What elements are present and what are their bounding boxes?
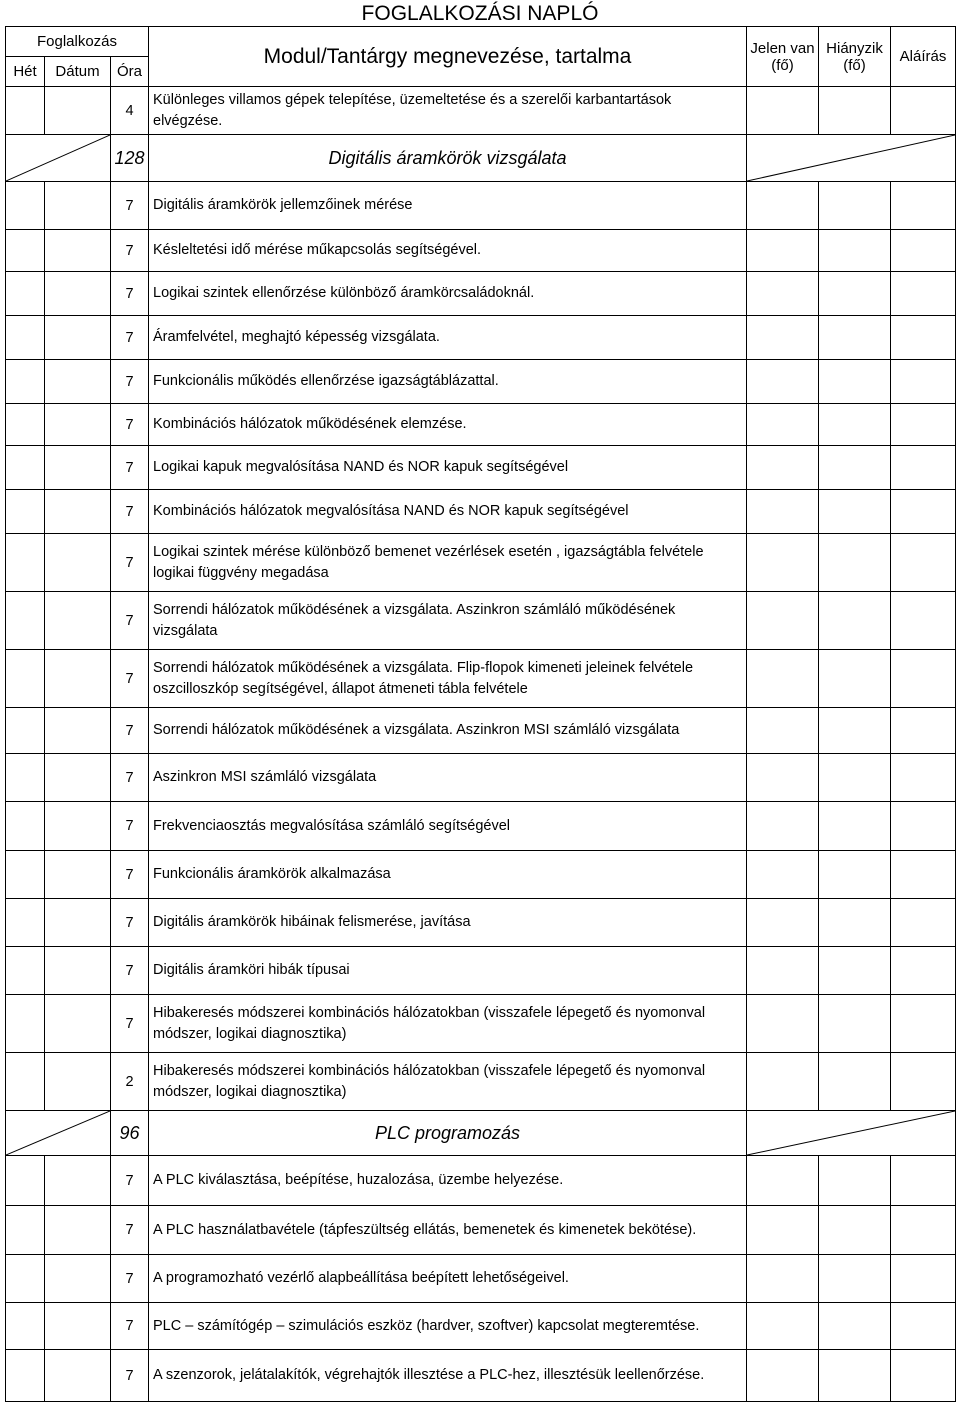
cell-het xyxy=(6,87,45,135)
cell-alairas xyxy=(891,650,956,708)
cell-content: Késleltetési idő mérése műkapcsolás segítségével. xyxy=(149,230,747,272)
cell-hianyzik xyxy=(819,1255,891,1303)
cell-hianyzik xyxy=(819,230,891,272)
cell-alairas xyxy=(891,899,956,947)
cell-hianyzik xyxy=(819,1156,891,1206)
table-row xyxy=(6,534,956,592)
cell-content: A programozható vezérlő alapbeállítása beépített lehetőségeivel. xyxy=(149,1255,747,1303)
cell-datum xyxy=(45,316,111,360)
cell-datum xyxy=(45,995,111,1053)
cell-datum xyxy=(45,802,111,851)
table-row xyxy=(6,1350,956,1402)
cell-hours: 2 xyxy=(111,1053,149,1111)
section-row xyxy=(6,1111,956,1156)
header-alairas: Aláírás xyxy=(891,27,956,87)
table-row xyxy=(6,851,956,899)
table-row xyxy=(6,592,956,650)
cell-het xyxy=(6,995,45,1053)
section-diagonal-left xyxy=(6,1111,111,1156)
cell-datum xyxy=(45,1156,111,1206)
cell-jelen-van xyxy=(747,708,819,754)
cell-hours: 7 xyxy=(111,802,149,851)
cell-datum xyxy=(45,360,111,404)
table-row xyxy=(6,404,956,446)
cell-content: Sorrendi hálózatok működésének a vizsgálata. Aszinkron MSI számláló vizsgálata xyxy=(149,708,747,754)
cell-hianyzik xyxy=(819,534,891,592)
cell-hours: 7 xyxy=(111,995,149,1053)
cell-hours: 7 xyxy=(111,1255,149,1303)
cell-datum xyxy=(45,1206,111,1255)
cell-content: Kombinációs hálózatok működésének elemzése. xyxy=(149,404,747,446)
cell-alairas xyxy=(891,995,956,1053)
cell-hianyzik xyxy=(819,708,891,754)
cell-jelen-van xyxy=(747,995,819,1053)
cell-jelen-van xyxy=(747,802,819,851)
cell-datum xyxy=(45,446,111,490)
cell-jelen-van xyxy=(747,1350,819,1402)
cell-het xyxy=(6,899,45,947)
cell-hianyzik xyxy=(819,947,891,995)
cell-het xyxy=(6,182,45,230)
cell-het xyxy=(6,947,45,995)
cell-het xyxy=(6,1156,45,1206)
cell-hianyzik xyxy=(819,754,891,802)
cell-jelen-van xyxy=(747,534,819,592)
cell-het xyxy=(6,534,45,592)
cell-hours: 7 xyxy=(111,490,149,534)
cell-hours: 4 xyxy=(111,87,149,135)
cell-hianyzik xyxy=(819,592,891,650)
cell-datum xyxy=(45,534,111,592)
cell-datum xyxy=(45,754,111,802)
cell-datum xyxy=(45,272,111,316)
cell-jelen-van xyxy=(747,182,819,230)
cell-alairas xyxy=(891,592,956,650)
cell-content: Funkcionális áramkörök alkalmazása xyxy=(149,851,747,899)
cell-jelen-van xyxy=(747,490,819,534)
cell-alairas xyxy=(891,1053,956,1111)
cell-jelen-van xyxy=(747,851,819,899)
cell-jelen-van xyxy=(747,899,819,947)
cell-hianyzik xyxy=(819,650,891,708)
cell-jelen-van xyxy=(747,1156,819,1206)
cell-datum xyxy=(45,404,111,446)
cell-hianyzik xyxy=(819,802,891,851)
table-row xyxy=(6,1206,956,1255)
table-row xyxy=(6,490,956,534)
cell-hours: 7 xyxy=(111,708,149,754)
cell-jelen-van xyxy=(747,316,819,360)
cell-het xyxy=(6,1053,45,1111)
cell-hours: 7 xyxy=(111,650,149,708)
cell-datum xyxy=(45,592,111,650)
table-row xyxy=(6,1303,956,1350)
header-ora: Óra xyxy=(111,57,149,87)
table-row xyxy=(6,899,956,947)
cell-hianyzik xyxy=(819,87,891,135)
cell-het xyxy=(6,316,45,360)
cell-hianyzik xyxy=(819,995,891,1053)
cell-datum xyxy=(45,947,111,995)
cell-hours: 7 xyxy=(111,592,149,650)
header-hianyzik-label: Hiányzik xyxy=(826,39,883,57)
cell-datum xyxy=(45,1303,111,1350)
cell-hianyzik xyxy=(819,404,891,446)
cell-hours: 7 xyxy=(111,1303,149,1350)
cell-hianyzik xyxy=(819,1053,891,1111)
header-jelen-van xyxy=(747,27,819,87)
table-row xyxy=(6,182,956,230)
cell-hours: 7 xyxy=(111,1350,149,1402)
cell-content: PLC – számítógép – szimulációs eszköz (hardver, szoftver) kapcsolat megteremtése. xyxy=(149,1303,747,1350)
cell-datum xyxy=(45,1350,111,1402)
cell-alairas xyxy=(891,490,956,534)
cell-alairas xyxy=(891,230,956,272)
cell-datum xyxy=(45,230,111,272)
header-foglalkozas: Foglalkozás xyxy=(6,27,149,57)
table-row xyxy=(6,87,956,135)
cell-het xyxy=(6,851,45,899)
cell-hianyzik xyxy=(819,272,891,316)
cell-jelen-van xyxy=(747,360,819,404)
cell-content: A PLC kiválasztása, beépítése, huzalozása, üzembe helyezése. xyxy=(149,1156,747,1206)
cell-het xyxy=(6,490,45,534)
cell-datum xyxy=(45,1255,111,1303)
cell-hianyzik xyxy=(819,316,891,360)
table-row xyxy=(6,360,956,404)
cell-het xyxy=(6,592,45,650)
cell-hours: 7 xyxy=(111,534,149,592)
cell-hours: 7 xyxy=(111,360,149,404)
cell-jelen-van xyxy=(747,947,819,995)
cell-alairas xyxy=(891,1156,956,1206)
cell-content: Sorrendi hálózatok működésének a vizsgálata. Aszinkron számláló működésének vizsgálata xyxy=(149,592,747,650)
cell-alairas xyxy=(891,404,956,446)
cell-het xyxy=(6,1206,45,1255)
cell-alairas xyxy=(891,272,956,316)
table-row xyxy=(6,230,956,272)
cell-hours: 7 xyxy=(111,272,149,316)
cell-hianyzik xyxy=(819,1206,891,1255)
cell-het xyxy=(6,446,45,490)
section-title: Digitális áramkörök vizsgálata xyxy=(149,135,747,182)
table-row xyxy=(6,754,956,802)
cell-content: Aszinkron MSI számláló vizsgálata xyxy=(149,754,747,802)
cell-jelen-van xyxy=(747,1303,819,1350)
cell-content: Kombinációs hálózatok megvalósítása NAND és NOR kapuk segítségével xyxy=(149,490,747,534)
table-row xyxy=(6,446,956,490)
cell-alairas xyxy=(891,446,956,490)
cell-alairas xyxy=(891,754,956,802)
cell-hianyzik xyxy=(819,851,891,899)
header-jelen-van-unit: (fő) xyxy=(771,56,794,74)
cell-hours: 7 xyxy=(111,899,149,947)
cell-content: Digitális áramkörök jellemzőinek mérése xyxy=(149,182,747,230)
cell-content: Hibakeresés módszerei kombinációs hálózatokban (visszafele lépegető és nyomonval módszer, logikai diagnosztika) xyxy=(149,1053,747,1111)
header-hianyzik-unit: (fő) xyxy=(843,56,866,74)
cell-content: A szenzorok, jelátalakítók, végrehajtók illesztése a PLC-hez, illesztésük leellenőrzése. xyxy=(149,1350,747,1402)
cell-hianyzik xyxy=(819,360,891,404)
cell-hianyzik xyxy=(819,1350,891,1402)
cell-alairas xyxy=(891,1255,956,1303)
cell-jelen-van xyxy=(747,754,819,802)
cell-alairas xyxy=(891,947,956,995)
cell-content: Funkcionális működés ellenőrzése igazságtáblázattal. xyxy=(149,360,747,404)
cell-jelen-van xyxy=(747,404,819,446)
cell-datum xyxy=(45,899,111,947)
cell-datum xyxy=(45,851,111,899)
header-jelen-van-label: Jelen van xyxy=(750,39,815,57)
cell-het xyxy=(6,1350,45,1402)
cell-het xyxy=(6,230,45,272)
cell-alairas xyxy=(891,802,956,851)
table-row xyxy=(6,1255,956,1303)
table-row xyxy=(6,947,956,995)
cell-hours: 7 xyxy=(111,446,149,490)
table-row xyxy=(6,1156,956,1206)
table-row xyxy=(6,802,956,851)
table-row xyxy=(6,708,956,754)
cell-datum xyxy=(45,1053,111,1111)
cell-hours: 7 xyxy=(111,947,149,995)
cell-alairas xyxy=(891,87,956,135)
cell-jelen-van xyxy=(747,1255,819,1303)
table-row xyxy=(6,650,956,708)
cell-jelen-van xyxy=(747,592,819,650)
cell-hianyzik xyxy=(819,899,891,947)
table-row xyxy=(6,316,956,360)
cell-hours: 7 xyxy=(111,230,149,272)
cell-jelen-van xyxy=(747,272,819,316)
cell-hours: 7 xyxy=(111,182,149,230)
cell-het xyxy=(6,404,45,446)
cell-content: Sorrendi hálózatok működésének a vizsgálata. Flip-flopok kimeneti jeleinek felvétele oszcilloszkóp segítségével, állapot átmeneti tábla felvétele xyxy=(149,650,747,708)
cell-hianyzik xyxy=(819,490,891,534)
section-hours: 128 xyxy=(111,135,149,182)
cell-content: Digitális áramköri hibák típusai xyxy=(149,947,747,995)
cell-content: Hibakeresés módszerei kombinációs hálózatokban (visszafele lépegető és nyomonval módszer, logikai diagnosztika) xyxy=(149,995,747,1053)
cell-het xyxy=(6,754,45,802)
section-diagonal-right xyxy=(747,1111,956,1156)
cell-alairas xyxy=(891,316,956,360)
header-het: Hét xyxy=(6,57,45,87)
cell-alairas xyxy=(891,1206,956,1255)
cell-alairas xyxy=(891,182,956,230)
table-row xyxy=(6,1053,956,1111)
cell-hianyzik xyxy=(819,182,891,230)
section-hours: 96 xyxy=(111,1111,149,1156)
header-modul: Modul/Tantárgy megnevezése, tartalma xyxy=(149,27,747,87)
cell-het xyxy=(6,650,45,708)
cell-content: Áramfelvétel, meghajtó képesség vizsgálata. xyxy=(149,316,747,360)
cell-het xyxy=(6,1255,45,1303)
cell-jelen-van xyxy=(747,87,819,135)
cell-hours: 7 xyxy=(111,316,149,360)
cell-alairas xyxy=(891,708,956,754)
cell-het xyxy=(6,360,45,404)
cell-alairas xyxy=(891,360,956,404)
section-row xyxy=(6,135,956,182)
cell-datum xyxy=(45,87,111,135)
header-hianyzik xyxy=(819,27,891,87)
cell-alairas xyxy=(891,1350,956,1402)
cell-hours: 7 xyxy=(111,1156,149,1206)
cell-jelen-van xyxy=(747,446,819,490)
cell-datum xyxy=(45,182,111,230)
cell-content: Logikai szintek mérése különböző bemenet vezérlések esetén , igazságtábla felvétele logikai függvény megadása xyxy=(149,534,747,592)
header-datum: Dátum xyxy=(45,57,111,87)
cell-content: Logikai szintek ellenőrzése különböző áramkörcsaládoknál. xyxy=(149,272,747,316)
section-diagonal-left xyxy=(6,135,111,182)
cell-hianyzik xyxy=(819,446,891,490)
cell-datum xyxy=(45,650,111,708)
section-diagonal-right xyxy=(747,135,956,182)
cell-jelen-van xyxy=(747,1206,819,1255)
page-title: FOGLALKOZÁSI NAPLÓ xyxy=(361,2,599,25)
cell-hours: 7 xyxy=(111,1206,149,1255)
cell-content: Digitális áramkörök hibáinak felismerése, javítása xyxy=(149,899,747,947)
cell-content: Frekvenciaosztás megvalósítása számláló segítségével xyxy=(149,802,747,851)
cell-het xyxy=(6,802,45,851)
cell-hours: 7 xyxy=(111,754,149,802)
cell-het xyxy=(6,1303,45,1350)
cell-content: Különleges villamos gépek telepítése, üzemeltetése és a szerelői karbantartások elvégzése. xyxy=(149,87,747,135)
cell-hours: 7 xyxy=(111,404,149,446)
table-row xyxy=(6,272,956,316)
cell-het xyxy=(6,272,45,316)
cell-alairas xyxy=(891,851,956,899)
cell-datum xyxy=(45,490,111,534)
cell-hianyzik xyxy=(819,1303,891,1350)
journal-table xyxy=(5,26,956,1402)
cell-jelen-van xyxy=(747,1053,819,1111)
cell-jelen-van xyxy=(747,230,819,272)
table-row xyxy=(6,995,956,1053)
cell-alairas xyxy=(891,1303,956,1350)
cell-content: Logikai kapuk megvalósítása NAND és NOR kapuk segítségével xyxy=(149,446,747,490)
cell-het xyxy=(6,708,45,754)
section-title: PLC programozás xyxy=(149,1111,747,1156)
cell-datum xyxy=(45,708,111,754)
cell-hours: 7 xyxy=(111,851,149,899)
cell-content: A PLC használatbavétele (tápfeszültség ellátás, bemenetek és kimenetek bekötése). xyxy=(149,1206,747,1255)
cell-alairas xyxy=(891,534,956,592)
cell-jelen-van xyxy=(747,650,819,708)
